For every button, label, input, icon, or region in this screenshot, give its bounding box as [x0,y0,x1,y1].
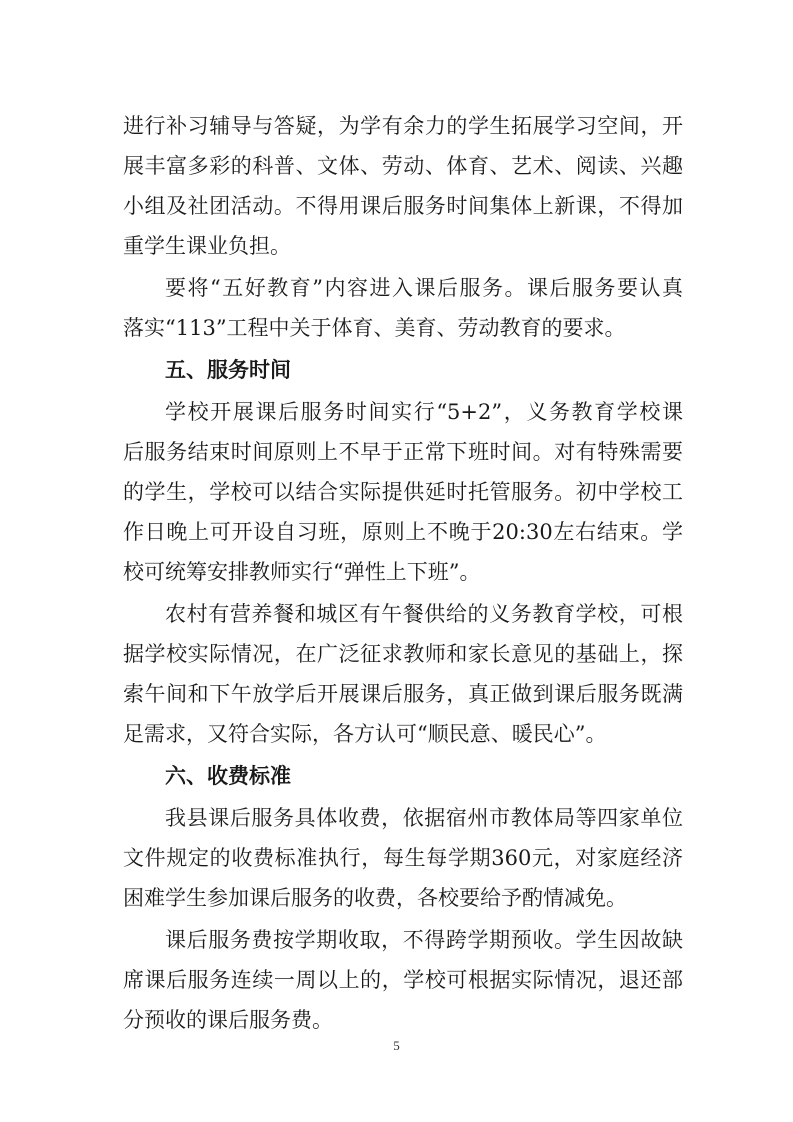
text-line: 落实“113”工程中关于体育、美育、劳动教育的要求。 [123,316,626,340]
paragraph-5 [123,798,683,918]
text-line: 课后服务费按学期收取，不得跨学期预收。学生因故缺 [165,928,683,952]
text-line: 校可统筹安排教师实行“弹性上下班”。 [123,560,481,584]
paragraph-4 [123,594,683,754]
text-line: 展丰富多彩的科普、文体、劳动、体育、艺术、阅读、兴趣 [123,154,683,178]
section-heading-fee-standard: 六、收费标准 [165,764,291,788]
text-line: 作日晚上可开设自习班，原则上不晚于20:30左右结束。学 [123,520,683,544]
paragraph-3 [123,392,683,592]
paragraph-6 [123,920,683,1040]
text-line: 的学生，学校可以结合实际提供延时托管服务。初中学校工 [123,480,683,504]
text-line: 分预收的课后服务费。 [123,1008,333,1032]
text-line: 我县课后服务具体收费，依据宿州市教体局等四家单位 [165,806,683,830]
text-line: 农村有营养餐和城区有午餐供给的义务教育学校，可根 [165,602,683,626]
text-line: 困难学生参加课后服务的收费，各校要给予酌情减免。 [123,886,627,910]
paragraph-1 [123,106,683,266]
text-line: 索午间和下午放学后开展课后服务，真正做到课后服务既满 [123,682,683,706]
text-line: 席课后服务连续一周以上的，学校可根据实际情况，退还部 [123,968,683,992]
text-line: 要将“五好教育”内容进入课后服务。课后服务要认真 [165,276,683,300]
paragraph-2 [123,268,683,348]
text-line: 进行补习辅导与答疑，为学有余力的学生拓展学习空间，开 [123,114,683,138]
section-heading-service-time: 五、服务时间 [165,358,291,382]
text-line: 学校开展课后服务时间实行“5+2”，义务教育学校课 [165,400,683,424]
document-body [123,106,683,1040]
text-line: 足需求，又符合实际，各方认可“顺民意、暖民心”。 [123,722,607,746]
text-line: 据学校实际情况，在广泛征求教师和家长意见的基础上，探 [123,642,683,666]
text-line: 文件规定的收费标准执行，每生每学期360元，对家庭经济 [123,846,683,870]
text-line: 重学生课业负担。 [123,234,291,258]
text-line: 后服务结束时间原则上不早于正常下班时间。对有特殊需要 [123,440,683,464]
page-number: 5 [393,1038,400,1053]
text-line: 小组及社团活动。不得用课后服务时间集体上新课，不得加 [123,194,683,218]
